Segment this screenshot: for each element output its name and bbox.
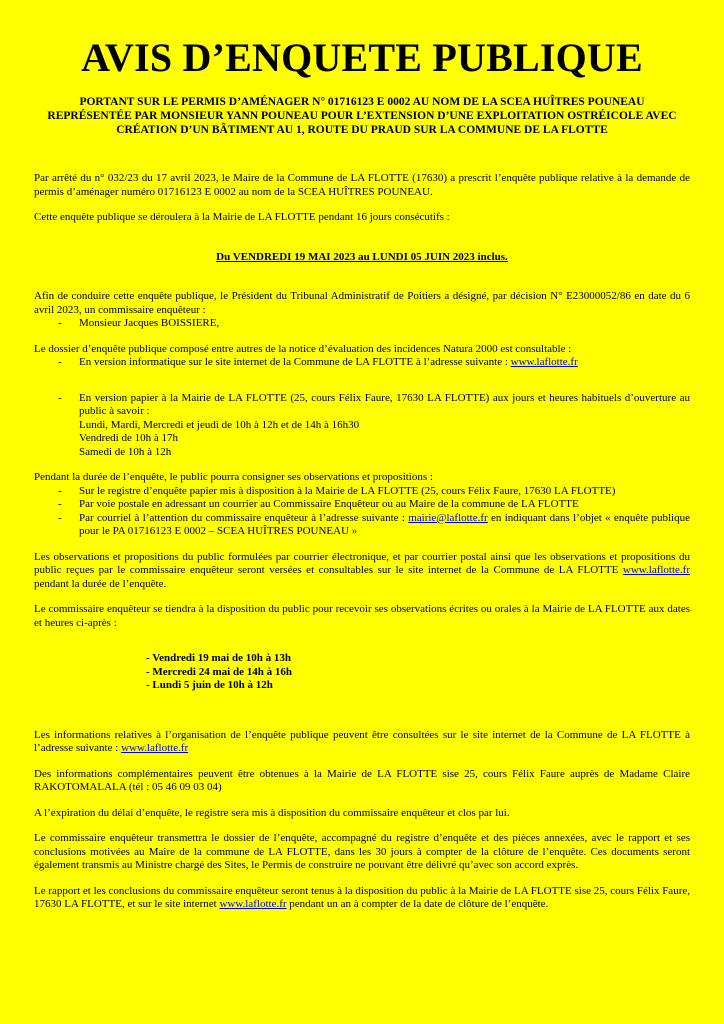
opening-hours-2: Vendredi de 10h à 17h xyxy=(79,432,178,444)
commissioner-list xyxy=(34,317,690,331)
consult-paper-text: En version papier à la Mairie de LA FLOTTE (25, cours Félix Faure, 17630 LA FLOTTE) aux jours et heures habituels d’ouverture au public à savoir : xyxy=(79,391,690,417)
duration-paragraph: Cette enquête publique se déroulera à la Mairie de LA FLOTTE pendant 16 jours consécutifs : xyxy=(34,211,450,223)
permanence-date-3: - Lundi 5 juin de 10h à 12h xyxy=(146,679,273,691)
observation-register: - Sur le registre d’enquête papier mis à disposition à la Mairie de LA FLOTTE (25, cours Félix Faure, 17630 LA FLOTTE) xyxy=(34,485,690,499)
opening-hours-1: Lundi, Mardi, Mercredi et jeudi de 10h à 12h et de 14h à 16h30 xyxy=(79,418,360,431)
commissioner-name: - Monsieur Jacques BOISSIERE, xyxy=(34,317,690,331)
publication-paragraph xyxy=(34,551,690,592)
notice-title: AVIS D’ENQUETE PUBLIQUE xyxy=(81,35,643,80)
publication-text: Les observations et propositions du public formulées par courrier électronique, et par courrier postal ainsi que les observations et propositions du public reçues par le commissaire enquêteur seront versées et consultables sur le site internet de la Commune de LA FLOTTE xyxy=(34,550,690,576)
notice-body xyxy=(34,172,690,912)
publication-text-end: pendant la durée de l’enquête. xyxy=(34,577,167,590)
notice-subtitle: PORTANT SUR LE PERMIS D’AMÉNAGER N° 01716123 E 0002 AU NOM DE LA SCEA HUÎTRES POUNEAU REPRÉSENTÉE PAR MONSIEUR YANN POUNEAU POUR L’EXTENSION D’UNE EXPLOITATION OSTRÉICOLE AVEC CRÉATION D’UN BÂTIMENT AU 1, ROUTE DU PRAUD SUR LA COMMUNE DE LA FLOTTE xyxy=(47,96,677,136)
information-paragraph xyxy=(34,729,690,756)
availability-paragraph: Le commissaire enquêteur se tiendra à la disposition du public pour recevoir ses observations écrites ou orales à la Mairie de LA FLOTTE aux dates et heures ci-après : xyxy=(34,603,690,629)
report-availability-paragraph xyxy=(34,885,690,912)
consult-web-item xyxy=(34,356,690,370)
website-link[interactable]: www.laflotte.fr xyxy=(219,898,287,910)
report-text: Le rapport et les conclusions du commissaire enquêteur seront tenus à la disposition du public à la Mairie de LA FLOTTE sise 25, cours Félix Faure, 17630 LA FLOTTE, et sur le site internet xyxy=(34,884,690,910)
dossier-paragraph: Le dossier d’enquête publique composé entre autres de la notice d’évaluation des incidences Natura 2000 est consultable : xyxy=(34,342,572,355)
consult-list xyxy=(34,356,690,459)
decree-paragraph: Par arrêté du n° 032/23 du 17 avril 2023, le Maire de la Commune de LA FLOTTE (17630) a prescrit l’enquête publique relative à la demande de permis d’aménager numéro 01716123 E 0002 au nom de la SCEA HUÎTRES POUNEAU. xyxy=(34,172,690,198)
report-transmission-paragraph: Le commissaire enquêteur transmettra le dossier de l’enquête, accompagné du registre d’enquête et des pièces annexées, avec le rapport et ses conclusions motivées au Maire de la commune de LA FLOTTE, dans les 30 jours à compter de la clôture de l’enquête. Ces documents seront également transmis au Ministre chargé des Sites, le Permis de construire ne pouvant être délivré qu’avec son accord exprès. xyxy=(34,832,690,871)
website-link[interactable]: www.laflotte.fr xyxy=(121,742,189,754)
observations-paragraph: Pendant la durée de l’enquête, le public pourra consigner ses observations et propositions : xyxy=(34,471,433,483)
report-text-end: pendant un an à compter de la date de clôture de l’enquête. xyxy=(286,898,549,910)
website-link[interactable]: www.laflotte.fr xyxy=(622,564,690,576)
website-link[interactable]: www.laflotte.fr xyxy=(510,356,578,368)
permanence-date-2: - Mercredi 24 mai de 14h à 16h xyxy=(146,665,292,678)
email-before: Par courriel à l’attention du commissaire enquêteur à l’adresse suivante : xyxy=(79,511,409,524)
contact-paragraph: Des informations complémentaires peuvent être obtenues à la Mairie de LA FLOTTE sise 25, cours Félix Faure auprès de Madame Claire RAKOTOMALALA (tél : 05 46 09 03 04) xyxy=(34,767,690,793)
permanence-dates xyxy=(146,652,690,693)
observations-list xyxy=(34,485,690,539)
inquiry-period: Du VENDREDI 19 MAI 2023 au LUNDI 05 JUIN 2023 inclus. xyxy=(216,250,508,263)
observation-mail: - Par voie postale en adressant un courrier au Commissaire Enquêteur ou au Maire de la commune de LA FLOTTE xyxy=(34,498,690,512)
permanence-date-1: - Vendredi 19 mai de 10h à 13h xyxy=(146,652,291,664)
designation-paragraph: Afin de conduire cette enquête publique, le Président du Tribunal Administratif de Poitiers a désigné, par décision N° E23000052/86 en date du 6 avril 2023, un commissaire enquêteur : xyxy=(34,290,690,316)
consult-web-text: En version informatique sur le site internet de la Commune de LA FLOTTE à l’adresse suivante : xyxy=(79,356,511,368)
email-after: en indiquant dans l’objet « enquête publique pour le PA 01716123 E 0002 – SCEA HUÎTRES POUNEAU » xyxy=(79,511,690,537)
observation-email xyxy=(34,512,690,539)
email-link[interactable]: mairie@laflotte.fr xyxy=(408,511,488,524)
information-text: Les informations relatives à l’organisation de l’enquête publique peuvent être consultées sur le site internet de la Commune de LA FLOTTE à l’adresse suivante : xyxy=(34,728,690,754)
opening-hours-3: Samedi de 10h à 12h xyxy=(79,445,172,458)
consult-paper-item xyxy=(34,392,690,460)
register-closing-paragraph: A l’expiration du délai d’enquête, le registre sera mis à disposition du commissaire enquêteur et clos par lui. xyxy=(34,806,510,819)
